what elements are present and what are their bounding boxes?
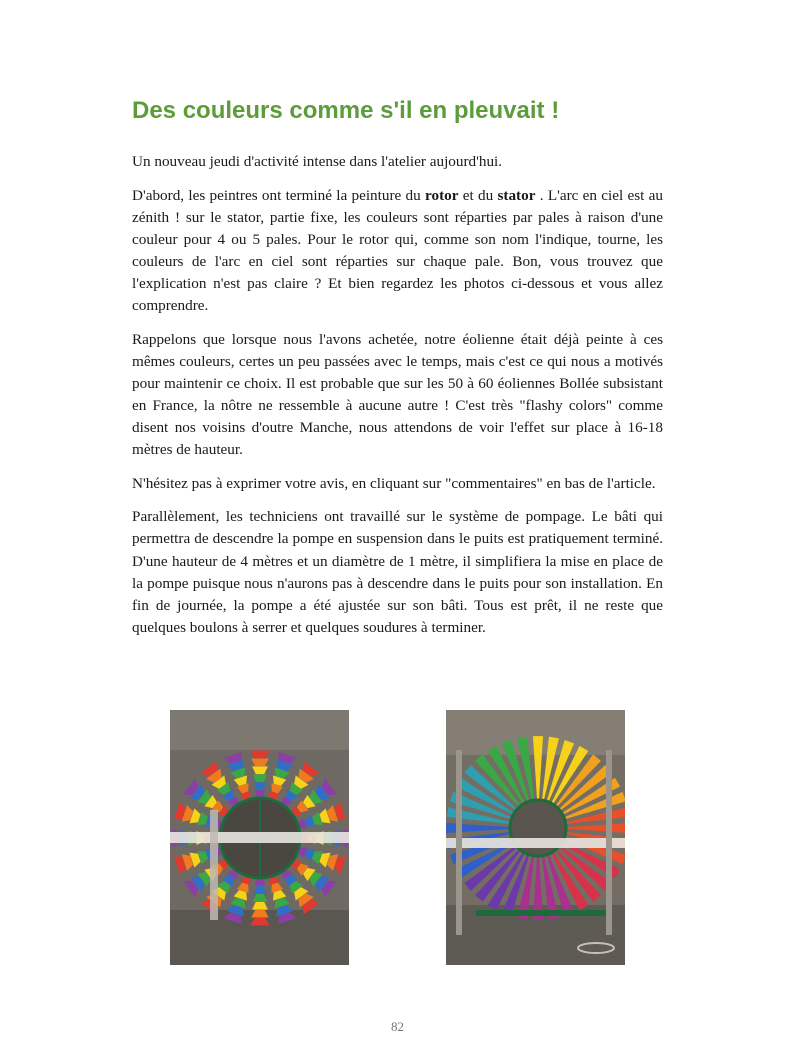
article-title: Des couleurs comme s'il en pleuvait ! (132, 97, 560, 124)
stator-illustration (446, 710, 625, 965)
paragraph-comments: N'hésitez pas à exprimer votre avis, en cliquant sur "commentaires" en bas de l'article. (132, 474, 656, 492)
paragraph-history: Rappelons que lorsque nous l'avons achetée, notre éolienne était déjà peinte à ces mêmes couleurs, certes un peu passées avec le temps, mais c'est ce qui nous a motivés pour maintenir ce choix. Il est probable que sur les 50 à 60 éoliennes Bollée subsistant en France, la nôtre ne ressemble à aucune autre ! C'est très "flashy colors" comme disent nos voisins d'outre Manche, nous attendons de voir l'effet sur place à 16-18 mètres de hauteur. (132, 330, 663, 459)
paragraph-intro: Un nouveau jeudi d'activité intense dans l'atelier aujourd'hui. (132, 153, 503, 170)
paragraph-painting (132, 185, 663, 318)
article-body (132, 151, 663, 650)
paragraph-painting-part-1: D'abord, les peintres ont terminé la peinture du (132, 186, 426, 204)
rotor-photo (170, 710, 349, 965)
stator-photo (446, 710, 625, 965)
stator-keyword: stator (497, 186, 536, 204)
rotor-keyword: rotor (425, 186, 459, 204)
paragraph-painting-part-2: et du (458, 186, 498, 204)
page-number: 82 (391, 1019, 404, 1034)
paragraph-painting-part-3: . L'arc en ciel est au zénith ! sur le stator, partie fixe, les couleurs sont réparties par pales à raison d'une couleur pour 4 ou 5 pales. Pour le rotor qui, comme son nom l'indique, tourne, les couleurs de l'arc en ciel sont réparties sur chaque pale. Bon, vous trouvez que l'explication n'est pas claire ? Et bien regardez les photos ci-dessous et vous allez comprendre. (132, 186, 664, 315)
paragraph-pump: Parallèlement, les techniciens ont travaillé sur le système de pompage. Le bâti qui permettra de descendre la pompe en suspension dans le puits est pratiquement terminé. D'une hauteur de 4 mètres et un diamètre de 1 mètre, il simplifiera la mise en place de la pompe puisque nous n'aurons pas à descendre dans le puits pour son installation. En fin de journée, la pompe a été ajustée sur son bâti. Tous est prêt, il ne reste que quelques boulons à serrer et quelques soudures à terminer. (132, 508, 663, 636)
rotor-illustration (170, 710, 349, 965)
